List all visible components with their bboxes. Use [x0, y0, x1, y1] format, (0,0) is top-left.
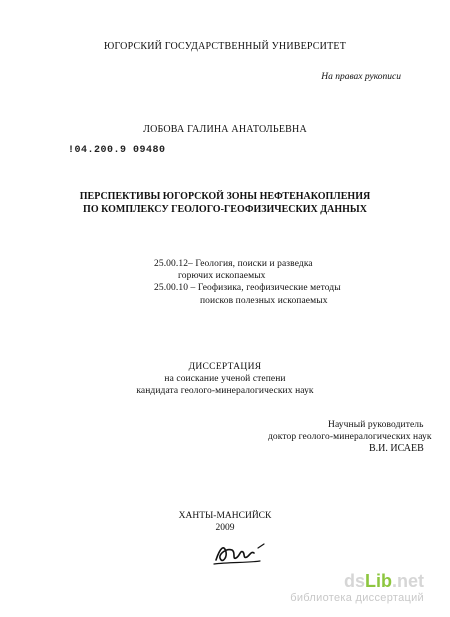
specialty-2-line-1: 25.00.10 – Геофизика, геофизические методы [154, 283, 341, 293]
specialty-1-line-2: горючих ископаемых [178, 271, 266, 281]
library-code-stamp: !04.200.9 09480 [68, 145, 166, 156]
manuscript-note: На правах рукописи [321, 72, 401, 82]
watermark-logo-lib: Lib [364, 571, 392, 591]
dissertation-type: ДИССЕРТАЦИЯ [188, 362, 262, 372]
author-name: ЛОБОВА ГАЛИНА АНАТОЛЬЕВНА [143, 124, 307, 135]
university-name: ЮГОРСКИЙ ГОСУДАРСТВЕННЫЙ УНИВЕРСИТЕТ [103, 41, 347, 52]
watermark-logo-ds: ds [343, 571, 365, 591]
watermark-logo-net: .net [391, 571, 424, 591]
title-line-1: ПЕРСПЕКТИВЫ ЮГОРСКОЙ ЗОНЫ НЕФТЕНАКОПЛЕНИЯ [79, 191, 371, 202]
dissertation-purpose: на соискание ученой степени [164, 374, 286, 384]
city: ХАНТЫ-МАНСИЙСК [178, 511, 272, 521]
dissertation-degree: кандидата геолого-минералогических наук [136, 386, 314, 396]
specialty-2-line-2: поисков полезных ископаемых [200, 296, 328, 306]
supervisor-name: В.И. ИСАЕВ [369, 443, 424, 454]
title-line-2: ПО КОМПЛЕКСУ ГЕОЛОГО-ГЕОФИЗИЧЕСКИХ ДАННЫХ [83, 204, 367, 215]
watermark-logo [290, 571, 424, 592]
supervisor-role: Научный руководитель [328, 420, 424, 430]
specialty-1-line-1: 25.00.12– Геология, поиски и разведка [154, 259, 313, 269]
supervisor-title: доктор геолого-минералогических наук [268, 432, 432, 442]
signature-icon [212, 538, 272, 568]
watermark [290, 571, 424, 604]
year: 2009 [215, 523, 235, 533]
watermark-subtitle: библиотека диссертаций [290, 592, 424, 604]
